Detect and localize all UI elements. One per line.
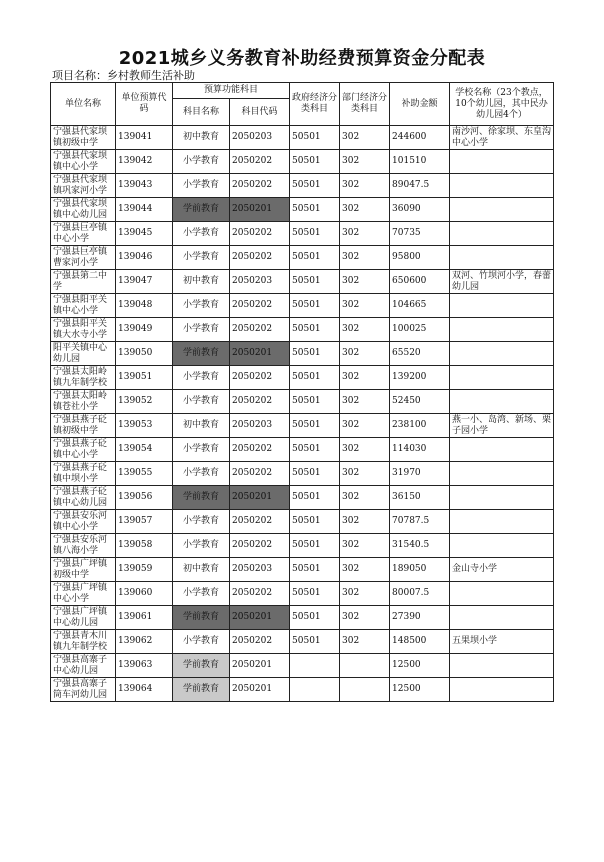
amount-cell: 52450 — [390, 390, 450, 414]
gov-econ-cell: 50501 — [290, 318, 340, 342]
gov-econ-cell: 50501 — [290, 342, 340, 366]
school-note-cell — [450, 486, 554, 510]
amount-cell: 80007.5 — [390, 582, 450, 606]
school-note-cell: 双河、竹坝河小学，春蕾幼儿园 — [450, 270, 554, 294]
gov-econ-cell: 50501 — [290, 294, 340, 318]
unit-code-cell: 139042 — [116, 150, 173, 174]
dept-econ-cell: 302 — [340, 414, 390, 438]
amount-cell: 12500 — [390, 654, 450, 678]
amount-cell: 244600 — [390, 126, 450, 150]
unit-code-cell: 139044 — [116, 198, 173, 222]
subject-code-cell: 2050202 — [230, 390, 290, 414]
subject-name-cell: 学前教育 — [173, 198, 230, 222]
dept-econ-cell: 302 — [340, 270, 390, 294]
unit-name-cell: 宁强县太阳岭镇苍社小学 — [51, 390, 116, 414]
unit-code-cell: 139047 — [116, 270, 173, 294]
amount-cell: 27390 — [390, 606, 450, 630]
unit-code-cell: 139053 — [116, 414, 173, 438]
subject-code-cell: 2050202 — [230, 246, 290, 270]
amount-cell: 70787.5 — [390, 510, 450, 534]
subject-name-cell: 小学教育 — [173, 294, 230, 318]
gov-econ-cell: 50501 — [290, 198, 340, 222]
gov-econ-cell: 50501 — [290, 558, 340, 582]
table-row — [51, 414, 554, 438]
header-school-note: 学校名称（23个教点，10个幼儿园，其中民办幼儿园4个） — [450, 83, 554, 126]
unit-name-cell: 宁强县燕子砭镇初级中学 — [51, 414, 116, 438]
school-note-cell — [450, 462, 554, 486]
amount-cell: 100025 — [390, 318, 450, 342]
school-note-cell — [450, 510, 554, 534]
subject-code-cell: 2050201 — [230, 198, 290, 222]
dept-econ-cell: 302 — [340, 486, 390, 510]
subject-name-cell: 小学教育 — [173, 462, 230, 486]
table-row — [51, 294, 554, 318]
unit-name-cell: 宁强县巨亭镇曹家河小学 — [51, 246, 116, 270]
school-note-cell — [450, 318, 554, 342]
subject-code-cell: 2050203 — [230, 558, 290, 582]
header-gov-econ: 政府经济分类科目 — [290, 83, 340, 126]
subject-name-cell: 小学教育 — [173, 366, 230, 390]
unit-name-cell: 宁强县阳平关镇中心小学 — [51, 294, 116, 318]
table-row — [51, 654, 554, 678]
unit-name-cell: 宁强县代家坝镇中心幼儿园 — [51, 198, 116, 222]
school-note-cell — [450, 294, 554, 318]
unit-name-cell: 宁强县阳平关镇大水寺小学 — [51, 318, 116, 342]
gov-econ-cell: 50501 — [290, 510, 340, 534]
unit-code-cell: 139041 — [116, 126, 173, 150]
amount-cell: 114030 — [390, 438, 450, 462]
subject-code-cell: 2050203 — [230, 270, 290, 294]
table-row — [51, 174, 554, 198]
subject-code-cell: 2050201 — [230, 654, 290, 678]
amount-cell: 148500 — [390, 630, 450, 654]
unit-code-cell: 139046 — [116, 246, 173, 270]
table-row — [51, 486, 554, 510]
table-row — [51, 342, 554, 366]
table-row — [51, 198, 554, 222]
amount-cell: 650600 — [390, 270, 450, 294]
table-row — [51, 558, 554, 582]
header-subject-name: 科目名称 — [173, 99, 230, 126]
unit-code-cell: 139061 — [116, 606, 173, 630]
school-note-cell — [450, 534, 554, 558]
subject-name-cell: 初中教育 — [173, 126, 230, 150]
subject-code-cell: 2050201 — [230, 678, 290, 702]
school-note-cell: 金山寺小学 — [450, 558, 554, 582]
unit-code-cell: 139056 — [116, 486, 173, 510]
gov-econ-cell: 50501 — [290, 390, 340, 414]
unit-code-cell: 139045 — [116, 222, 173, 246]
school-note-cell: 南沙河、徐家坝、东皇沟中心小学 — [450, 126, 554, 150]
subject-code-cell: 2050201 — [230, 342, 290, 366]
unit-code-cell: 139049 — [116, 318, 173, 342]
subject-code-cell: 2050202 — [230, 366, 290, 390]
table-row — [51, 534, 554, 558]
gov-econ-cell: 50501 — [290, 126, 340, 150]
table-row — [51, 510, 554, 534]
unit-code-cell: 139062 — [116, 630, 173, 654]
dept-econ-cell: 302 — [340, 174, 390, 198]
amount-cell: 95800 — [390, 246, 450, 270]
table-row — [51, 366, 554, 390]
table-row — [51, 582, 554, 606]
unit-name-cell: 宁强县燕子砭镇中心幼儿园 — [51, 486, 116, 510]
header-unit-name: 单位名称 — [51, 83, 116, 126]
subject-name-cell: 学前教育 — [173, 654, 230, 678]
subject-name-cell: 小学教育 — [173, 390, 230, 414]
unit-code-cell: 139060 — [116, 582, 173, 606]
dept-econ-cell: 302 — [340, 534, 390, 558]
subject-code-cell: 2050202 — [230, 222, 290, 246]
dept-econ-cell: 302 — [340, 222, 390, 246]
dept-econ-cell — [340, 678, 390, 702]
dept-econ-cell: 302 — [340, 126, 390, 150]
header-dept-econ: 部门经济分类科目 — [340, 83, 390, 126]
unit-code-cell: 139055 — [116, 462, 173, 486]
unit-name-cell: 宁强县广坪镇初级中学 — [51, 558, 116, 582]
table-row — [51, 462, 554, 486]
gov-econ-cell: 50501 — [290, 246, 340, 270]
unit-name-cell: 宁强县代家坝镇巩家河小学 — [51, 174, 116, 198]
amount-cell: 89047.5 — [390, 174, 450, 198]
unit-name-cell: 宁强县高寨子筒车河幼儿园 — [51, 678, 116, 702]
dept-econ-cell: 302 — [340, 390, 390, 414]
subject-code-cell: 2050202 — [230, 318, 290, 342]
allocation-table — [50, 82, 554, 702]
amount-cell: 31970 — [390, 462, 450, 486]
table-row — [51, 270, 554, 294]
unit-code-cell: 139051 — [116, 366, 173, 390]
dept-econ-cell: 302 — [340, 438, 390, 462]
dept-econ-cell: 302 — [340, 606, 390, 630]
unit-code-cell: 139057 — [116, 510, 173, 534]
dept-econ-cell: 302 — [340, 342, 390, 366]
document-title: 2021城乡义务教育补助经费预算资金分配表 — [118, 48, 486, 69]
header-unit-budget-code: 单位预算代码 — [116, 83, 173, 126]
subject-code-cell: 2050202 — [230, 534, 290, 558]
table-header-row — [51, 83, 554, 99]
subject-name-cell: 小学教育 — [173, 174, 230, 198]
unit-code-cell: 139059 — [116, 558, 173, 582]
unit-name-cell: 宁强县安乐河镇中心小学 — [51, 510, 116, 534]
school-note-cell — [450, 606, 554, 630]
subject-name-cell: 初中教育 — [173, 414, 230, 438]
subject-code-cell: 2050201 — [230, 606, 290, 630]
gov-econ-cell: 50501 — [290, 150, 340, 174]
subject-code-cell: 2050202 — [230, 630, 290, 654]
subject-name-cell: 学前教育 — [173, 342, 230, 366]
gov-econ-cell — [290, 678, 340, 702]
subject-code-cell: 2050202 — [230, 510, 290, 534]
gov-econ-cell: 50501 — [290, 270, 340, 294]
subject-name-cell: 小学教育 — [173, 438, 230, 462]
amount-cell: 12500 — [390, 678, 450, 702]
gov-econ-cell: 50501 — [290, 366, 340, 390]
unit-name-cell: 宁强县广坪镇中心幼儿园 — [51, 606, 116, 630]
gov-econ-cell: 50501 — [290, 486, 340, 510]
unit-code-cell: 139063 — [116, 654, 173, 678]
dept-econ-cell: 302 — [340, 150, 390, 174]
dept-econ-cell: 302 — [340, 366, 390, 390]
unit-code-cell: 139050 — [116, 342, 173, 366]
subject-code-cell: 2050203 — [230, 126, 290, 150]
unit-name-cell: 宁强县青木川镇九年制学校 — [51, 630, 116, 654]
dept-econ-cell: 302 — [340, 582, 390, 606]
school-note-cell — [450, 174, 554, 198]
table-row — [51, 246, 554, 270]
unit-name-cell: 阳平关镇中心幼儿园 — [51, 342, 116, 366]
dept-econ-cell: 302 — [340, 198, 390, 222]
subject-code-cell: 2050202 — [230, 462, 290, 486]
dept-econ-cell: 302 — [340, 510, 390, 534]
subject-code-cell: 2050202 — [230, 150, 290, 174]
amount-cell: 31540.5 — [390, 534, 450, 558]
subject-name-cell: 小学教育 — [173, 246, 230, 270]
unit-name-cell: 宁强县代家坝镇初级中学 — [51, 126, 116, 150]
gov-econ-cell: 50501 — [290, 606, 340, 630]
unit-code-cell: 139054 — [116, 438, 173, 462]
amount-cell: 238100 — [390, 414, 450, 438]
table-row — [51, 606, 554, 630]
amount-cell: 65520 — [390, 342, 450, 366]
school-note-cell — [450, 246, 554, 270]
school-note-cell — [450, 678, 554, 702]
header-amount: 补助金额 — [390, 83, 450, 126]
subject-name-cell: 小学教育 — [173, 534, 230, 558]
dept-econ-cell — [340, 654, 390, 678]
header-function-group: 预算功能科目 — [173, 83, 290, 99]
table-row — [51, 318, 554, 342]
dept-econ-cell: 302 — [340, 462, 390, 486]
gov-econ-cell — [290, 654, 340, 678]
school-note-cell — [450, 390, 554, 414]
amount-cell: 70735 — [390, 222, 450, 246]
gov-econ-cell: 50501 — [290, 438, 340, 462]
subject-code-cell: 2050202 — [230, 582, 290, 606]
unit-name-cell: 宁强县燕子砭镇中心小学 — [51, 438, 116, 462]
subject-code-cell: 2050202 — [230, 294, 290, 318]
school-note-cell — [450, 198, 554, 222]
subject-name-cell: 小学教育 — [173, 630, 230, 654]
dept-econ-cell: 302 — [340, 294, 390, 318]
subject-name-cell: 初中教育 — [173, 558, 230, 582]
unit-code-cell: 139064 — [116, 678, 173, 702]
unit-code-cell: 139052 — [116, 390, 173, 414]
subject-name-cell: 学前教育 — [173, 678, 230, 702]
subject-name-cell: 学前教育 — [173, 606, 230, 630]
dept-econ-cell: 302 — [340, 318, 390, 342]
amount-cell: 139200 — [390, 366, 450, 390]
unit-name-cell: 宁强县代家坝镇中心小学 — [51, 150, 116, 174]
school-note-cell — [450, 582, 554, 606]
gov-econ-cell: 50501 — [290, 462, 340, 486]
unit-name-cell: 宁强县安乐河镇八海小学 — [51, 534, 116, 558]
gov-econ-cell: 50501 — [290, 630, 340, 654]
amount-cell: 104665 — [390, 294, 450, 318]
subject-name-cell: 小学教育 — [173, 318, 230, 342]
subject-name-cell: 小学教育 — [173, 222, 230, 246]
subject-code-cell: 2050202 — [230, 438, 290, 462]
amount-cell: 101510 — [390, 150, 450, 174]
unit-code-cell: 139043 — [116, 174, 173, 198]
dept-econ-cell: 302 — [340, 558, 390, 582]
unit-name-cell: 宁强县广坪镇中心小学 — [51, 582, 116, 606]
table-row — [51, 222, 554, 246]
gov-econ-cell: 50501 — [290, 174, 340, 198]
table-row — [51, 150, 554, 174]
school-note-cell: 燕一小、岛湾、新场、栗子园小学 — [450, 414, 554, 438]
gov-econ-cell: 50501 — [290, 414, 340, 438]
school-note-cell — [450, 366, 554, 390]
table-body — [51, 126, 554, 702]
unit-name-cell: 宁强县燕子砭镇中坝小学 — [51, 462, 116, 486]
unit-name-cell: 宁强县太阳岭镇九年制学校 — [51, 366, 116, 390]
amount-cell: 189050 — [390, 558, 450, 582]
gov-econ-cell: 50501 — [290, 582, 340, 606]
subject-name-cell: 小学教育 — [173, 510, 230, 534]
subject-code-cell: 2050201 — [230, 486, 290, 510]
subject-name-cell: 学前教育 — [173, 486, 230, 510]
header-subject-code: 科目代码 — [230, 99, 290, 126]
unit-name-cell: 宁强县巨亭镇中心小学 — [51, 222, 116, 246]
project-label: 项目名称：乡村教师生活补助 — [52, 69, 195, 82]
school-note-cell — [450, 222, 554, 246]
gov-econ-cell: 50501 — [290, 222, 340, 246]
unit-code-cell: 139058 — [116, 534, 173, 558]
subject-code-cell: 2050202 — [230, 174, 290, 198]
table-row — [51, 438, 554, 462]
subject-name-cell: 小学教育 — [173, 582, 230, 606]
school-note-cell: 五果坝小学 — [450, 630, 554, 654]
amount-cell: 36090 — [390, 198, 450, 222]
gov-econ-cell: 50501 — [290, 534, 340, 558]
dept-econ-cell: 302 — [340, 246, 390, 270]
school-note-cell — [450, 654, 554, 678]
unit-name-cell: 宁强县第二中学 — [51, 270, 116, 294]
table-row — [51, 630, 554, 654]
table-row — [51, 390, 554, 414]
table-row — [51, 678, 554, 702]
unit-name-cell: 宁强县高寨子中心幼儿园 — [51, 654, 116, 678]
school-note-cell — [450, 150, 554, 174]
table-row — [51, 126, 554, 150]
dept-econ-cell: 302 — [340, 630, 390, 654]
amount-cell: 36150 — [390, 486, 450, 510]
subject-name-cell: 初中教育 — [173, 270, 230, 294]
subject-code-cell: 2050203 — [230, 414, 290, 438]
subject-name-cell: 小学教育 — [173, 150, 230, 174]
school-note-cell — [450, 438, 554, 462]
unit-code-cell: 139048 — [116, 294, 173, 318]
school-note-cell — [450, 342, 554, 366]
